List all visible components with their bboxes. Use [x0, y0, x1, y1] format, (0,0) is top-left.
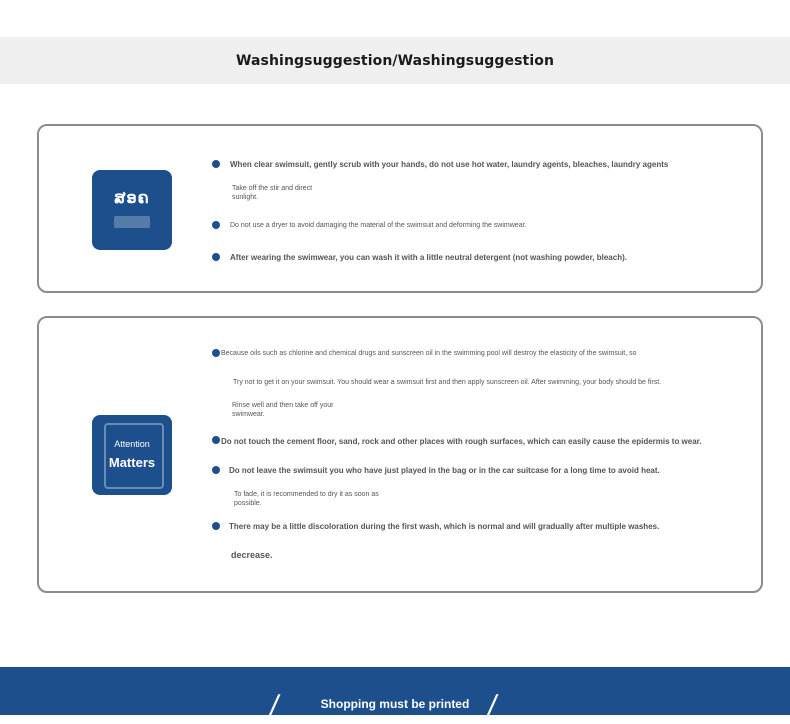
footer-heading: Shopping must be printed [320, 697, 470, 711]
list-item-subline: sunlight. [232, 194, 259, 201]
bullet-icon [212, 160, 220, 168]
list-item-subline: To fade, it is recommended to dry it as soon as [234, 491, 379, 498]
slash-decoration-left: / [267, 690, 282, 723]
bullet-icon [212, 253, 220, 261]
badge-label-line2: Matters [108, 455, 156, 470]
badge-label-line1: Attention [114, 439, 150, 449]
list-item: Because oils such as chlorine and chemical drugs and sunscreen oil in the swimming pool will destroy the elasticity of the swimsuit, so [221, 350, 637, 357]
washing-icon-badge [92, 170, 172, 250]
list-item-subline: possible. [234, 500, 262, 507]
list-item-subline: Try not to get it on your swimsuit. You should wear a swimsuit first and then apply sunscreen oil. After swimming, your body should be first. [233, 379, 662, 386]
list-item: Do not leave the swimsuit you who have just played in the bag or in the car suitcase for a long time to avoid heat. [229, 466, 660, 475]
page-title: Washingsuggestion/Washingsuggestion [235, 53, 555, 69]
bullet-icon [212, 221, 220, 229]
attention-icon-badge [92, 415, 172, 495]
attention-matters-card [37, 316, 763, 593]
list-item: Do not touch the cement floor, sand, rock and other places with rough surfaces, which can easily cause the epidermis to wear. [221, 437, 702, 446]
list-item: When clear swimsuit, gently scrub with your hands, do not use hot water, laundry agents, bleaches, laundry agents [230, 160, 669, 169]
list-item-subline: decrease. [231, 550, 273, 560]
list-item: After wearing the swimwear, you can wash it with a little neutral detergent (not washing powder, bleach). [230, 253, 627, 262]
list-item-subline: Take off the stir and direct [232, 185, 313, 192]
list-item-subline: Rinse well and then take off your [232, 402, 334, 409]
list-item: Do not use a dryer to avoid damaging the material of the swimsuit and deforming the swimwear. [230, 222, 527, 229]
slash-decoration-right: / [485, 690, 500, 723]
bullet-icon [212, 522, 220, 530]
list-item: There may be a little discoloration during the first wash, which is normal and will gradually after multiple washes. [229, 522, 660, 531]
bullet-icon [212, 466, 220, 474]
badge-label: ສອ​ຄ [114, 190, 150, 207]
bullet-icon [212, 436, 220, 444]
badge-decoration [114, 216, 150, 228]
washing-suggestion-card [37, 124, 763, 293]
list-item-subline: swimwear. [232, 411, 265, 418]
bullet-icon [212, 349, 220, 357]
